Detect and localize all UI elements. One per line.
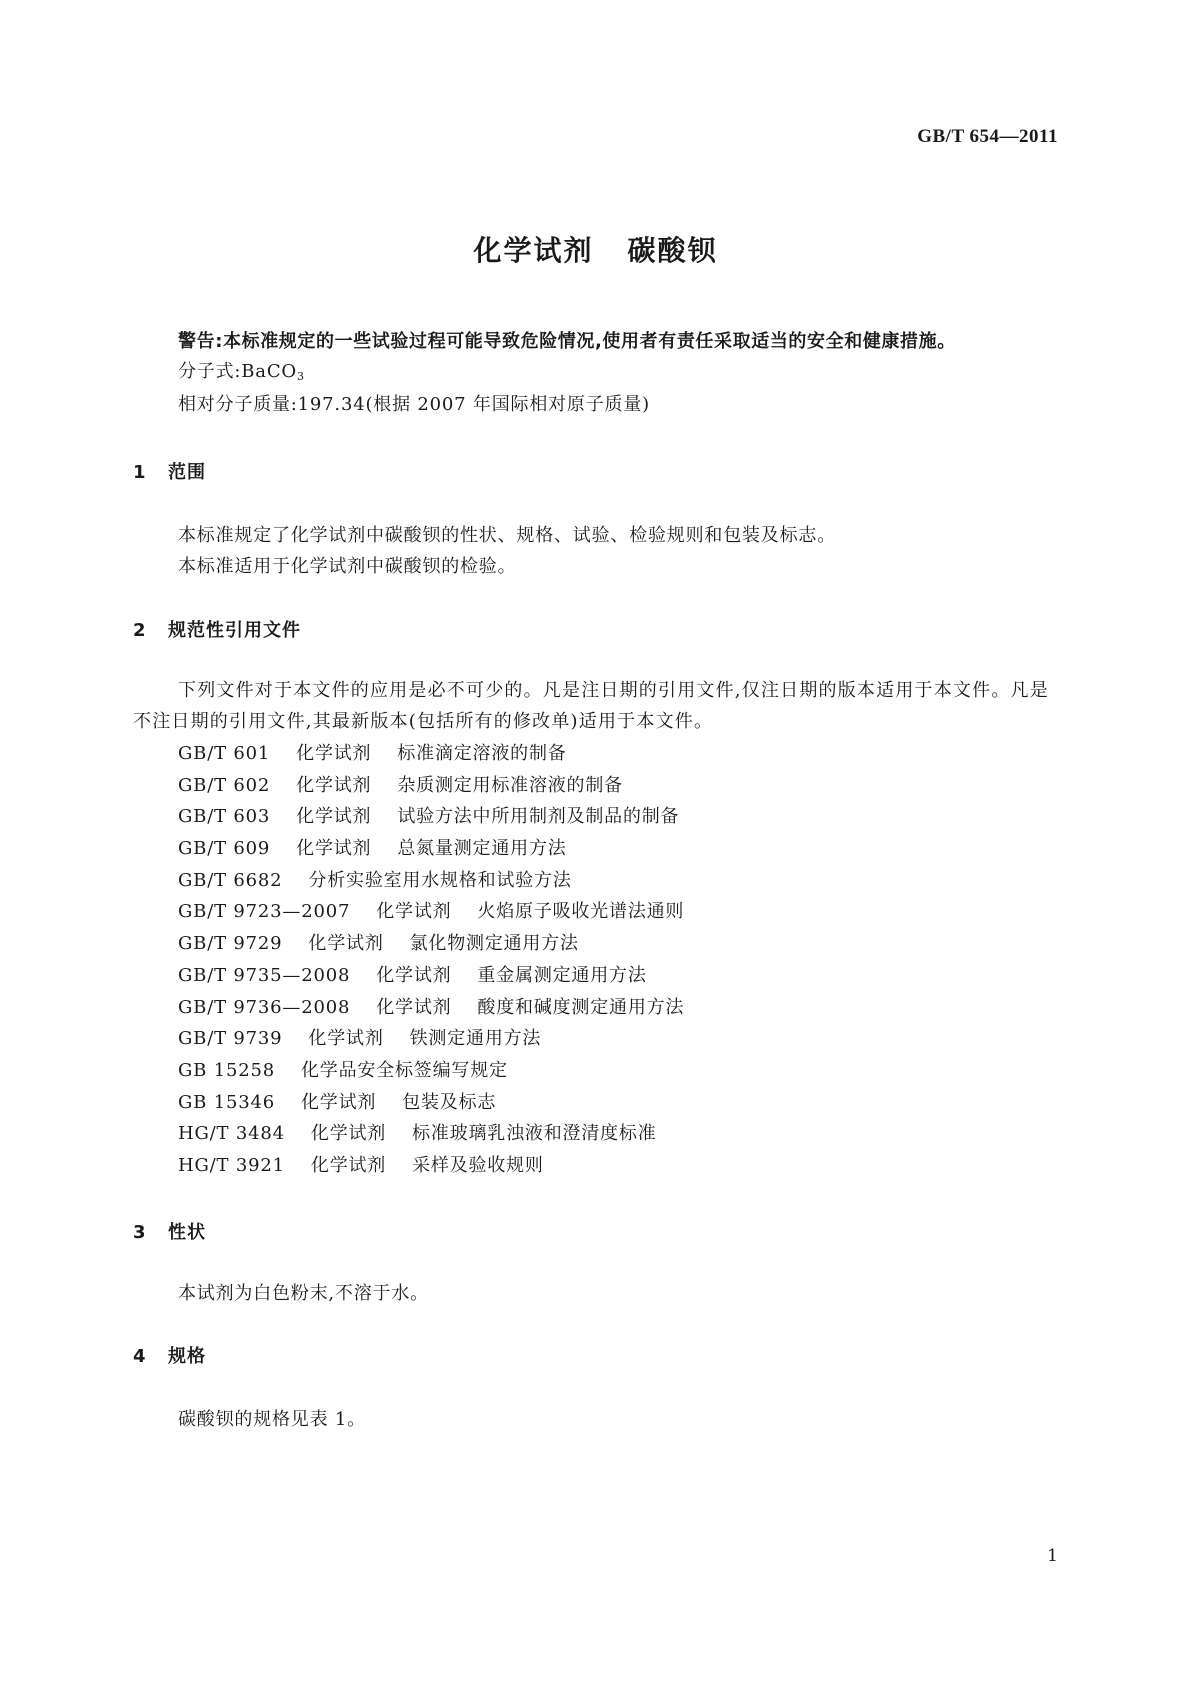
reference-desc: 氯化物测定通用方法 [409, 933, 579, 955]
reference-name: 化学试剂 [308, 933, 384, 955]
section-heading-specification [133, 1342, 206, 1368]
reference-code: GB/T 9723—2007 [178, 901, 351, 923]
reference-desc: 采样及验收规则 [412, 1154, 544, 1176]
reference-item [178, 1150, 684, 1182]
reference-code: GB/T 9739 [178, 1028, 283, 1050]
standard-code: GB/T 654—2011 [917, 126, 1058, 147]
molecular-mass: 相对分子质量:197.34(根据 2007 年国际相对原子质量) [178, 394, 650, 415]
section-number: 1 [133, 462, 147, 483]
reference-desc: 试验方法中所用制剂及制品的制备 [397, 806, 680, 828]
reference-name: 化学试剂 [296, 743, 372, 764]
title-part1: 化学试剂 [473, 234, 594, 267]
reference-item [178, 896, 684, 928]
reference-item [178, 738, 684, 770]
reference-desc: 杂质测定用标准溶液的制备 [397, 774, 623, 796]
molecular-formula-base: BaCO [241, 361, 297, 382]
reference-name: 化学试剂 [310, 1154, 387, 1176]
reference-list [178, 738, 684, 1182]
reference-desc: 重金属测定通用方法 [477, 964, 647, 986]
section-number: 3 [133, 1222, 147, 1243]
reference-name: 化学品安全标签编写规定 [301, 1059, 508, 1081]
reference-code: HG/T 3921 [178, 1154, 285, 1176]
molecular-formula-subscript: 3 [296, 370, 305, 383]
reference-code: HG/T 3484 [178, 1123, 285, 1145]
page-number: 1 [1047, 1546, 1058, 1566]
reference-desc: 标准玻璃乳浊液和澄清度标准 [412, 1123, 657, 1145]
reference-desc: 包装及标志 [402, 1091, 497, 1113]
section-heading-references [133, 616, 301, 642]
properties-text: 本试剂为白色粉末,不溶于水。 [178, 1283, 429, 1304]
reference-desc: 总氮量测定通用方法 [397, 838, 567, 860]
section-number: 4 [133, 1346, 147, 1367]
section-title: 范围 [168, 462, 206, 483]
document-title [0, 229, 1191, 269]
warning-text: 警告:本标准规定的一些试验过程可能导致危险情况,使用者有责任采取适当的安全和健康措施。 [178, 331, 956, 352]
reference-desc: 铁测定通用方法 [409, 1028, 542, 1050]
scope-line-1: 本标准规定了化学试剂中碳酸钡的性状、规格、试验、检验规则和包装及标志。 [178, 525, 836, 546]
reference-item [178, 770, 684, 802]
reference-name: 化学试剂 [376, 901, 452, 923]
reference-name: 分析实验室用水规格和试验方法 [308, 869, 572, 891]
molecular-formula [178, 357, 305, 383]
section-number: 2 [133, 620, 147, 641]
reference-item [178, 928, 684, 960]
reference-item [178, 833, 684, 865]
reference-item [178, 1023, 684, 1055]
scope-line-2: 本标准适用于化学试剂中碳酸钡的检验。 [178, 556, 517, 577]
reference-name: 化学试剂 [301, 1091, 377, 1113]
reference-name: 化学试剂 [296, 806, 372, 828]
reference-code: GB/T 9729 [178, 933, 283, 955]
reference-code: GB/T 9736—2008 [178, 996, 351, 1018]
reference-name: 化学试剂 [308, 1028, 384, 1050]
reference-item [178, 865, 684, 897]
reference-item [178, 960, 684, 992]
reference-code: GB 15346 [178, 1091, 275, 1113]
reference-item [178, 1055, 684, 1087]
reference-code: GB/T 603 [178, 806, 271, 828]
reference-name: 化学试剂 [296, 838, 372, 860]
specification-text: 碳酸钡的规格见表 1。 [178, 1409, 366, 1430]
reference-code: GB/T 6682 [178, 869, 283, 891]
section-title: 性状 [168, 1222, 206, 1243]
reference-desc: 酸度和碱度测定通用方法 [477, 996, 685, 1018]
reference-item [178, 801, 684, 833]
reference-code: GB 15258 [178, 1059, 275, 1081]
section-heading-properties [133, 1218, 206, 1244]
reference-code: GB/T 601 [178, 743, 271, 764]
reference-item [178, 1087, 684, 1119]
molecular-formula-label: 分子式: [178, 361, 242, 382]
section-title: 规格 [168, 1346, 206, 1367]
reference-name: 化学试剂 [296, 774, 372, 796]
reference-name: 化学试剂 [376, 964, 452, 986]
reference-item [178, 992, 684, 1024]
title-part2: 碳酸钡 [627, 234, 718, 267]
reference-name: 化学试剂 [310, 1123, 387, 1145]
reference-item [178, 1118, 684, 1150]
reference-code: GB/T 9735—2008 [178, 964, 351, 986]
section-title: 规范性引用文件 [168, 620, 301, 641]
references-intro: 下列文件对于本文件的应用是必不可少的。凡是注日期的引用文件,仅注日期的版本适用于本文件。凡是不注日期的引用文件,其最新版本(包括所有的修改单)适用于本文件。 [133, 680, 1049, 732]
reference-desc: 标准滴定溶液的制备 [397, 743, 567, 764]
reference-code: GB/T 609 [178, 838, 271, 860]
reference-code: GB/T 602 [178, 774, 271, 796]
reference-desc: 火焰原子吸收光谱法通则 [477, 901, 685, 923]
reference-name: 化学试剂 [376, 996, 452, 1018]
section-heading-scope [133, 458, 206, 484]
